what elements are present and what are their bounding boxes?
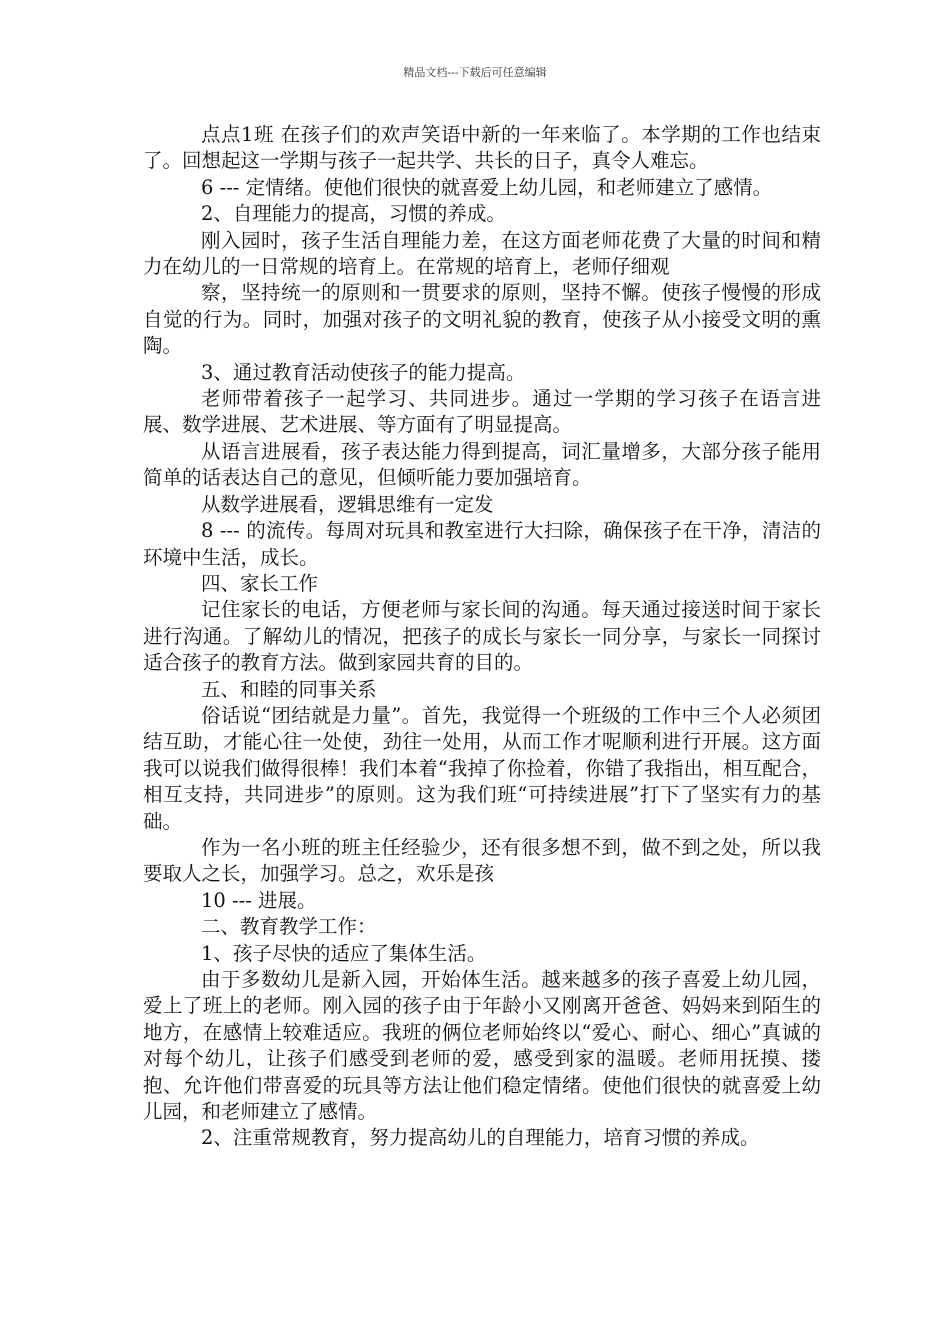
heading-education: 二、教育教学工作： [201, 915, 377, 939]
document-body [143, 122, 821, 1152]
heading-activities: 3、通过教育活动使孩子的能力提高。 [201, 360, 526, 384]
heading-colleagues: 五、和睦的同事关系 [201, 677, 377, 701]
paragraph-parents: 记住家长的电话，方便老师与家长间的沟通。每天通过接送时间于家长进行沟通。了解幼儿的情况，把孩子的成长与家长一同分享，与家长一同探讨适合孩子的教育方法。做到家园共育的目的。 [143, 598, 821, 675]
heading-routine: 2、注重常规教育，努力提高幼儿的自理能力，培育习惯的养成。 [201, 1126, 760, 1150]
paragraph-self-care: 刚入园时，孩子生活自理能力差，在这方面老师花费了大量的时间和精力在幼儿的一日常规的培育上。在常规的培育上，老师仔细观 [143, 228, 821, 279]
paragraph-language: 从语言进展看，孩子表达能力得到提高，词汇量增多，大部分孩子能用简单的话表达自己的意见，但倾听能力要加强培育。 [143, 439, 821, 490]
paragraph-observe: 察，坚持统一的原则和一贯要求的原则，坚持不懈。使孩子慢慢的形成自觉的行为。同时，加强对孩子的文明礼貌的教育，使孩子从小接受文明的熏陶。 [143, 281, 821, 358]
paragraph-math: 从数学进展看，逻辑思维有一定发 [201, 492, 494, 516]
heading-self-care: 2、自理能力的提高，习惯的养成。 [201, 202, 506, 226]
paragraph-page-10: 10 --- 进展。 [201, 888, 317, 912]
paragraph-summary: 作为一名小班的班主任经验少，还有很多想不到，做不到之处，所以我要取人之长，加强学习。总之，欢乐是孩 [143, 835, 821, 886]
page-header: 精品文档---下载后可任意编辑 [403, 66, 547, 79]
heading-adaptation: 1、孩子尽快的适应了集体生活。 [201, 941, 487, 965]
paragraph-learning: 老师带着孩子一起学习、共同进步。通过一学期的学习孩子在语言进展、数学进展、艺术进展、等方面有了明显提高。 [143, 387, 821, 437]
paragraph-intro: 点点1班 在孩子们的欢声笑语中新的一年来临了。本学期的工作也结束了。回想起这一学期与孩子一起共学、共长的日子，真令人难忘。 [143, 123, 821, 173]
paragraph-adaptation: 由于多数幼儿是新入园，开始体生活。越来越多的孩子喜爱上幼儿园，爱上了班上的老师。刚入园的孩子由于年龄小又刚离开爸爸、妈妈来到陌生的地方，在感情上较难适应。我班的俩位老师始终以“爱心、耐心、细心”真诚的对每个幼儿，让孩子们感受到老师的爱，感受到家的温暖。老师用抚摸、搂抱、允许他们带喜爱的玩具等方法让他们稳定情绪。使他们很快的就喜爱上幼儿园，和老师建立了感情。 [143, 968, 821, 1124]
paragraph-page-6: 6 --- 定情绪。使他们很快的就喜爱上幼儿园，和老师建立了感情。 [201, 175, 773, 199]
paragraph-colleagues: 俗话说“团结就是力量”。首先，我觉得一个班级的工作中三个人必须团结互助，才能心往一处使，劲往一处用，从而工作才呢顺利进行开展。这方面我可以说我们做得很棒！我们本着“我掉了你捡着，你错了我指出，相互配合，相互支持，共同进步”的原则。这为我们班“可持续进展”打下了坚实有力的基础。 [143, 703, 821, 833]
paragraph-page-8: 8 --- 的流传。每周对玩具和教室进行大扫除，确保孩子在干净，清洁的环境中生活，成长。 [143, 519, 821, 569]
heading-parents: 四、家长工作 [201, 571, 319, 595]
